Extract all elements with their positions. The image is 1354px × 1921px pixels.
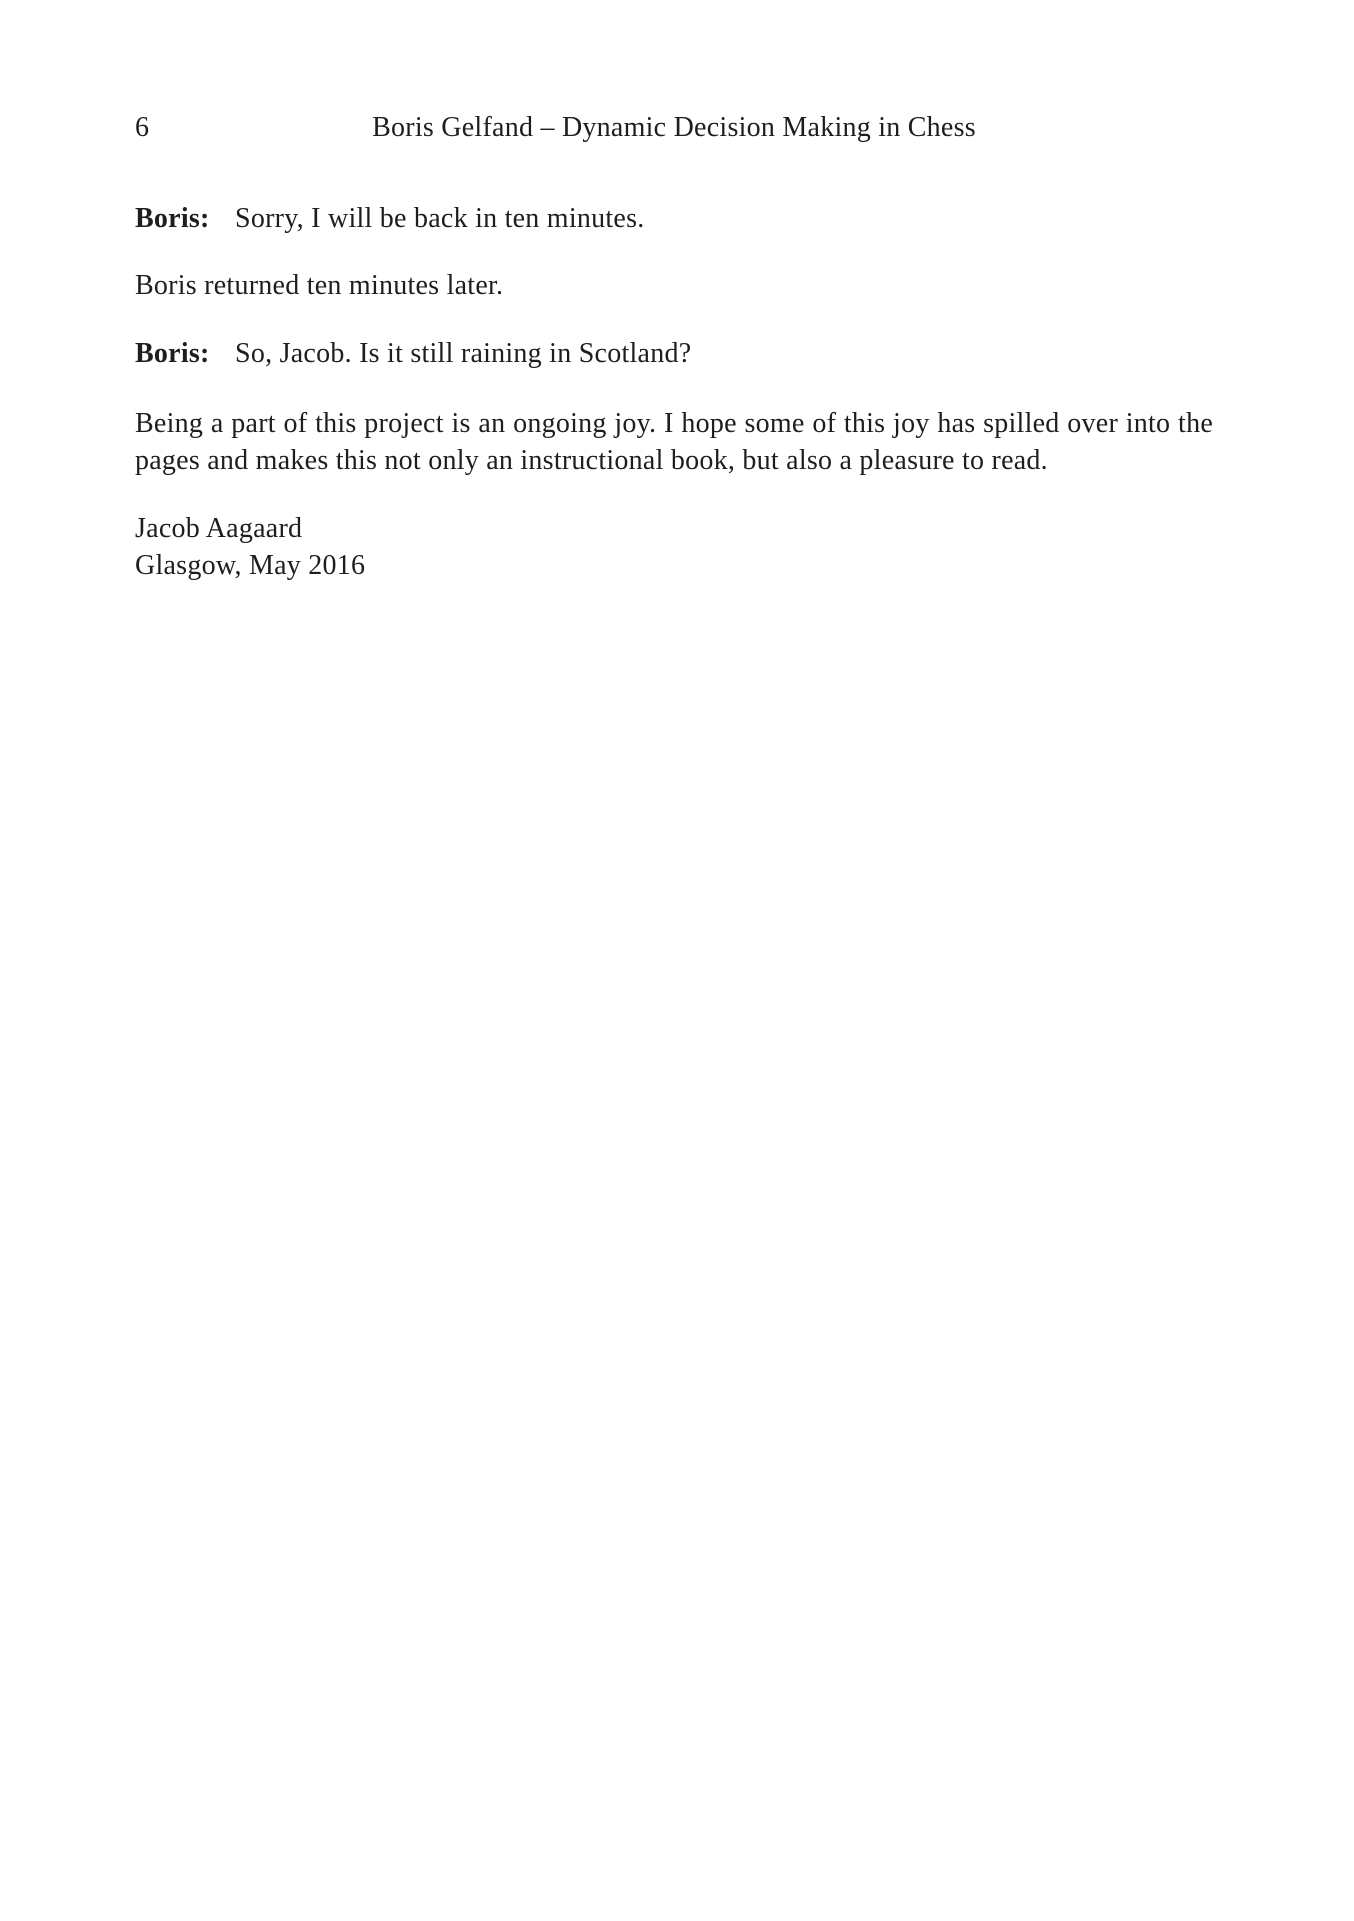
page-number: 6 (135, 112, 150, 143)
dialogue-speaker-1: Boris: (135, 203, 210, 234)
dialogue-text-1: Sorry, I will be back in ten minutes. (235, 203, 645, 234)
dialogue-line-1 (135, 200, 1213, 237)
signature-name: Jacob Aagaard (135, 513, 303, 544)
dialogue-line-2 (135, 335, 1213, 372)
running-title: Boris Gelfand – Dynamic Decision Making in Chess (372, 112, 976, 143)
signature-place-date: Glasgow, May 2016 (135, 550, 366, 581)
dialogue-speaker-2: Boris: (135, 338, 210, 369)
narration-line: Boris returned ten minutes later. (135, 270, 504, 301)
closing-paragraph: Being a part of this project is an ongoing joy. I hope some of this joy has spilled over into the pages and makes this not only an instructional book, but also a pleasure to read. (135, 408, 1213, 476)
signature-block (135, 510, 1213, 584)
dialogue-text-2: So, Jacob. Is it still raining in Scotland? (235, 338, 692, 369)
